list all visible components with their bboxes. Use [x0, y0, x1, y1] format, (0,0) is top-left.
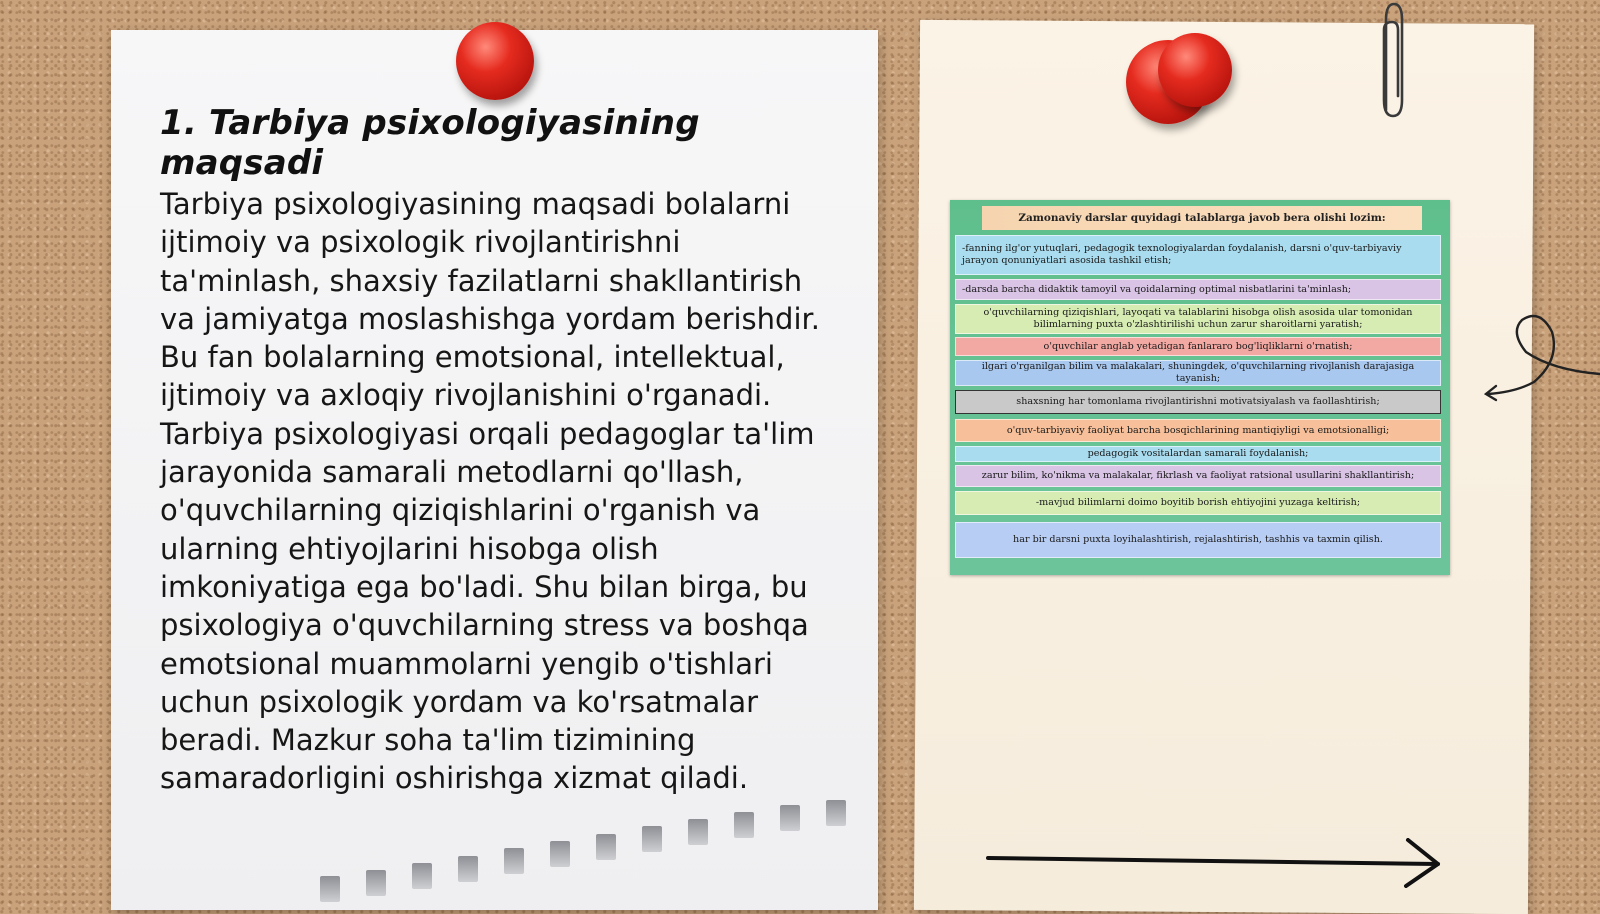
requirement-row: pedagogik vositalardan samarali foydalanish;: [955, 446, 1441, 462]
tape-strip: [642, 826, 662, 852]
red-pushpin-icon: [456, 22, 534, 100]
requirements-table: [950, 200, 1450, 575]
torn-paper-edge: [320, 800, 880, 910]
body-line: va jamiyatga moslashishga yordam berishdir.: [160, 301, 820, 336]
right-arrow-icon: [986, 838, 1446, 888]
slide-body-text: [160, 185, 850, 798]
body-line: emotsional muammolarni yengib o'tishlari: [160, 646, 773, 681]
requirement-row: -mavjud bilimlarni doimo boyitib borish ehtiyojini yuzaga keltirish;: [955, 491, 1441, 515]
paperclip-icon: [1378, 0, 1408, 120]
slide-title: 1. Tarbiya psixologiyasining maqsadi: [160, 103, 700, 183]
requirement-row: ilgari o'rganilgan bilim va malakalari, shuningdek, o'quvchilarning rivojlanish darajasiga tayanish;: [955, 360, 1441, 386]
body-line: Bu fan bolalarning emotsional, intellektual,: [160, 340, 785, 375]
requirements-header: Zamonaviy darslar quyidagi talablarga javob bera olishi lozim:: [982, 206, 1422, 230]
tape-strip: [550, 841, 570, 867]
requirement-row: har bir darsni puxta loyihalashtirish, rejalashtirish, tashhis va taxmin qilish.: [955, 522, 1441, 558]
body-line: jarayonida samarali metodlarni qo'llash,: [160, 455, 744, 490]
body-line: ijtimoiy va axloqiy rivojlanishini o'rganadi.: [160, 378, 772, 413]
requirement-row: o'quvchilarning qiziqishlari, layoqati va talablarini hisobga olish asosida ular tomonidan bilimlarning puxta o'zlashtirilishi uchun zarur sharoitlarni yaratish;: [955, 304, 1441, 334]
body-line: Tarbiya psixologiyasi orqali pedagoglar ta'lim: [160, 416, 815, 451]
requirement-row: shaxsning har tomonlama rivojlantirishni motivatsiyalash va faollashtirish;: [955, 390, 1441, 414]
requirement-row: o'quvchilar anglab yetadigan fanlararo bog'liqliklarni o'rnatish;: [955, 337, 1441, 356]
tape-strip: [412, 863, 432, 889]
body-line: uchun psixologik yordam va ko'rsatmalar: [160, 684, 759, 719]
tape-strip: [688, 819, 708, 845]
body-line: psixologiya o'quvchilarning stress va boshqa: [160, 608, 809, 643]
body-line: ularning ehtiyojlarini hisobga olish: [160, 531, 659, 566]
requirement-row: -darsda barcha didaktik tamoyil va qoidalarning optimal nisbatlarini ta'minlash;: [955, 279, 1441, 300]
body-line: imkoniyatiga ega bo'ladi. Shu bilan birga, bu: [160, 569, 808, 604]
requirement-row: zarur bilim, ko'nikma va malakalar, fikrlash va faoliyat ratsional usullarini shakllantirish;: [955, 465, 1441, 487]
tape-strip: [826, 800, 846, 826]
tape-strip: [458, 856, 478, 882]
requirement-row: o'quv-tarbiyaviy faoliyat barcha bosqichlarining mantiqiyligi va emotsionalligi;: [955, 419, 1441, 442]
tape-strip: [366, 870, 386, 896]
body-line: samaradorligini oshirishga xizmat qiladi.: [160, 761, 749, 796]
tape-strip: [320, 876, 340, 902]
body-line: ijtimoiy va psixologik rivojlantirishni: [160, 225, 681, 260]
requirement-row: -fanning ilg'or yutuqlari, pedagogik texnologiyalardan foydalanish, darsni o'quv-tarbiyaviy jarayon qonuniyatlari asosida tashkil etish;: [955, 235, 1441, 275]
tape-strip: [734, 812, 754, 838]
tape-strip: [504, 848, 524, 874]
tape-strip: [596, 834, 616, 860]
body-line: beradi. Mazkur soha ta'lim tizimining: [160, 723, 696, 758]
hand-drawn-arrow-icon: [1482, 312, 1600, 412]
body-line: ta'minlash, shaxsiy fazilatlarni shakllantirish: [160, 263, 803, 298]
body-line: o'quvchilarning qiziqishlarini o'rganish va: [160, 493, 761, 528]
tape-strip: [780, 805, 800, 831]
body-line: Tarbiya psixologiyasining maqsadi bolalarni: [160, 187, 791, 221]
red-pushpin-icon: [1158, 33, 1232, 107]
